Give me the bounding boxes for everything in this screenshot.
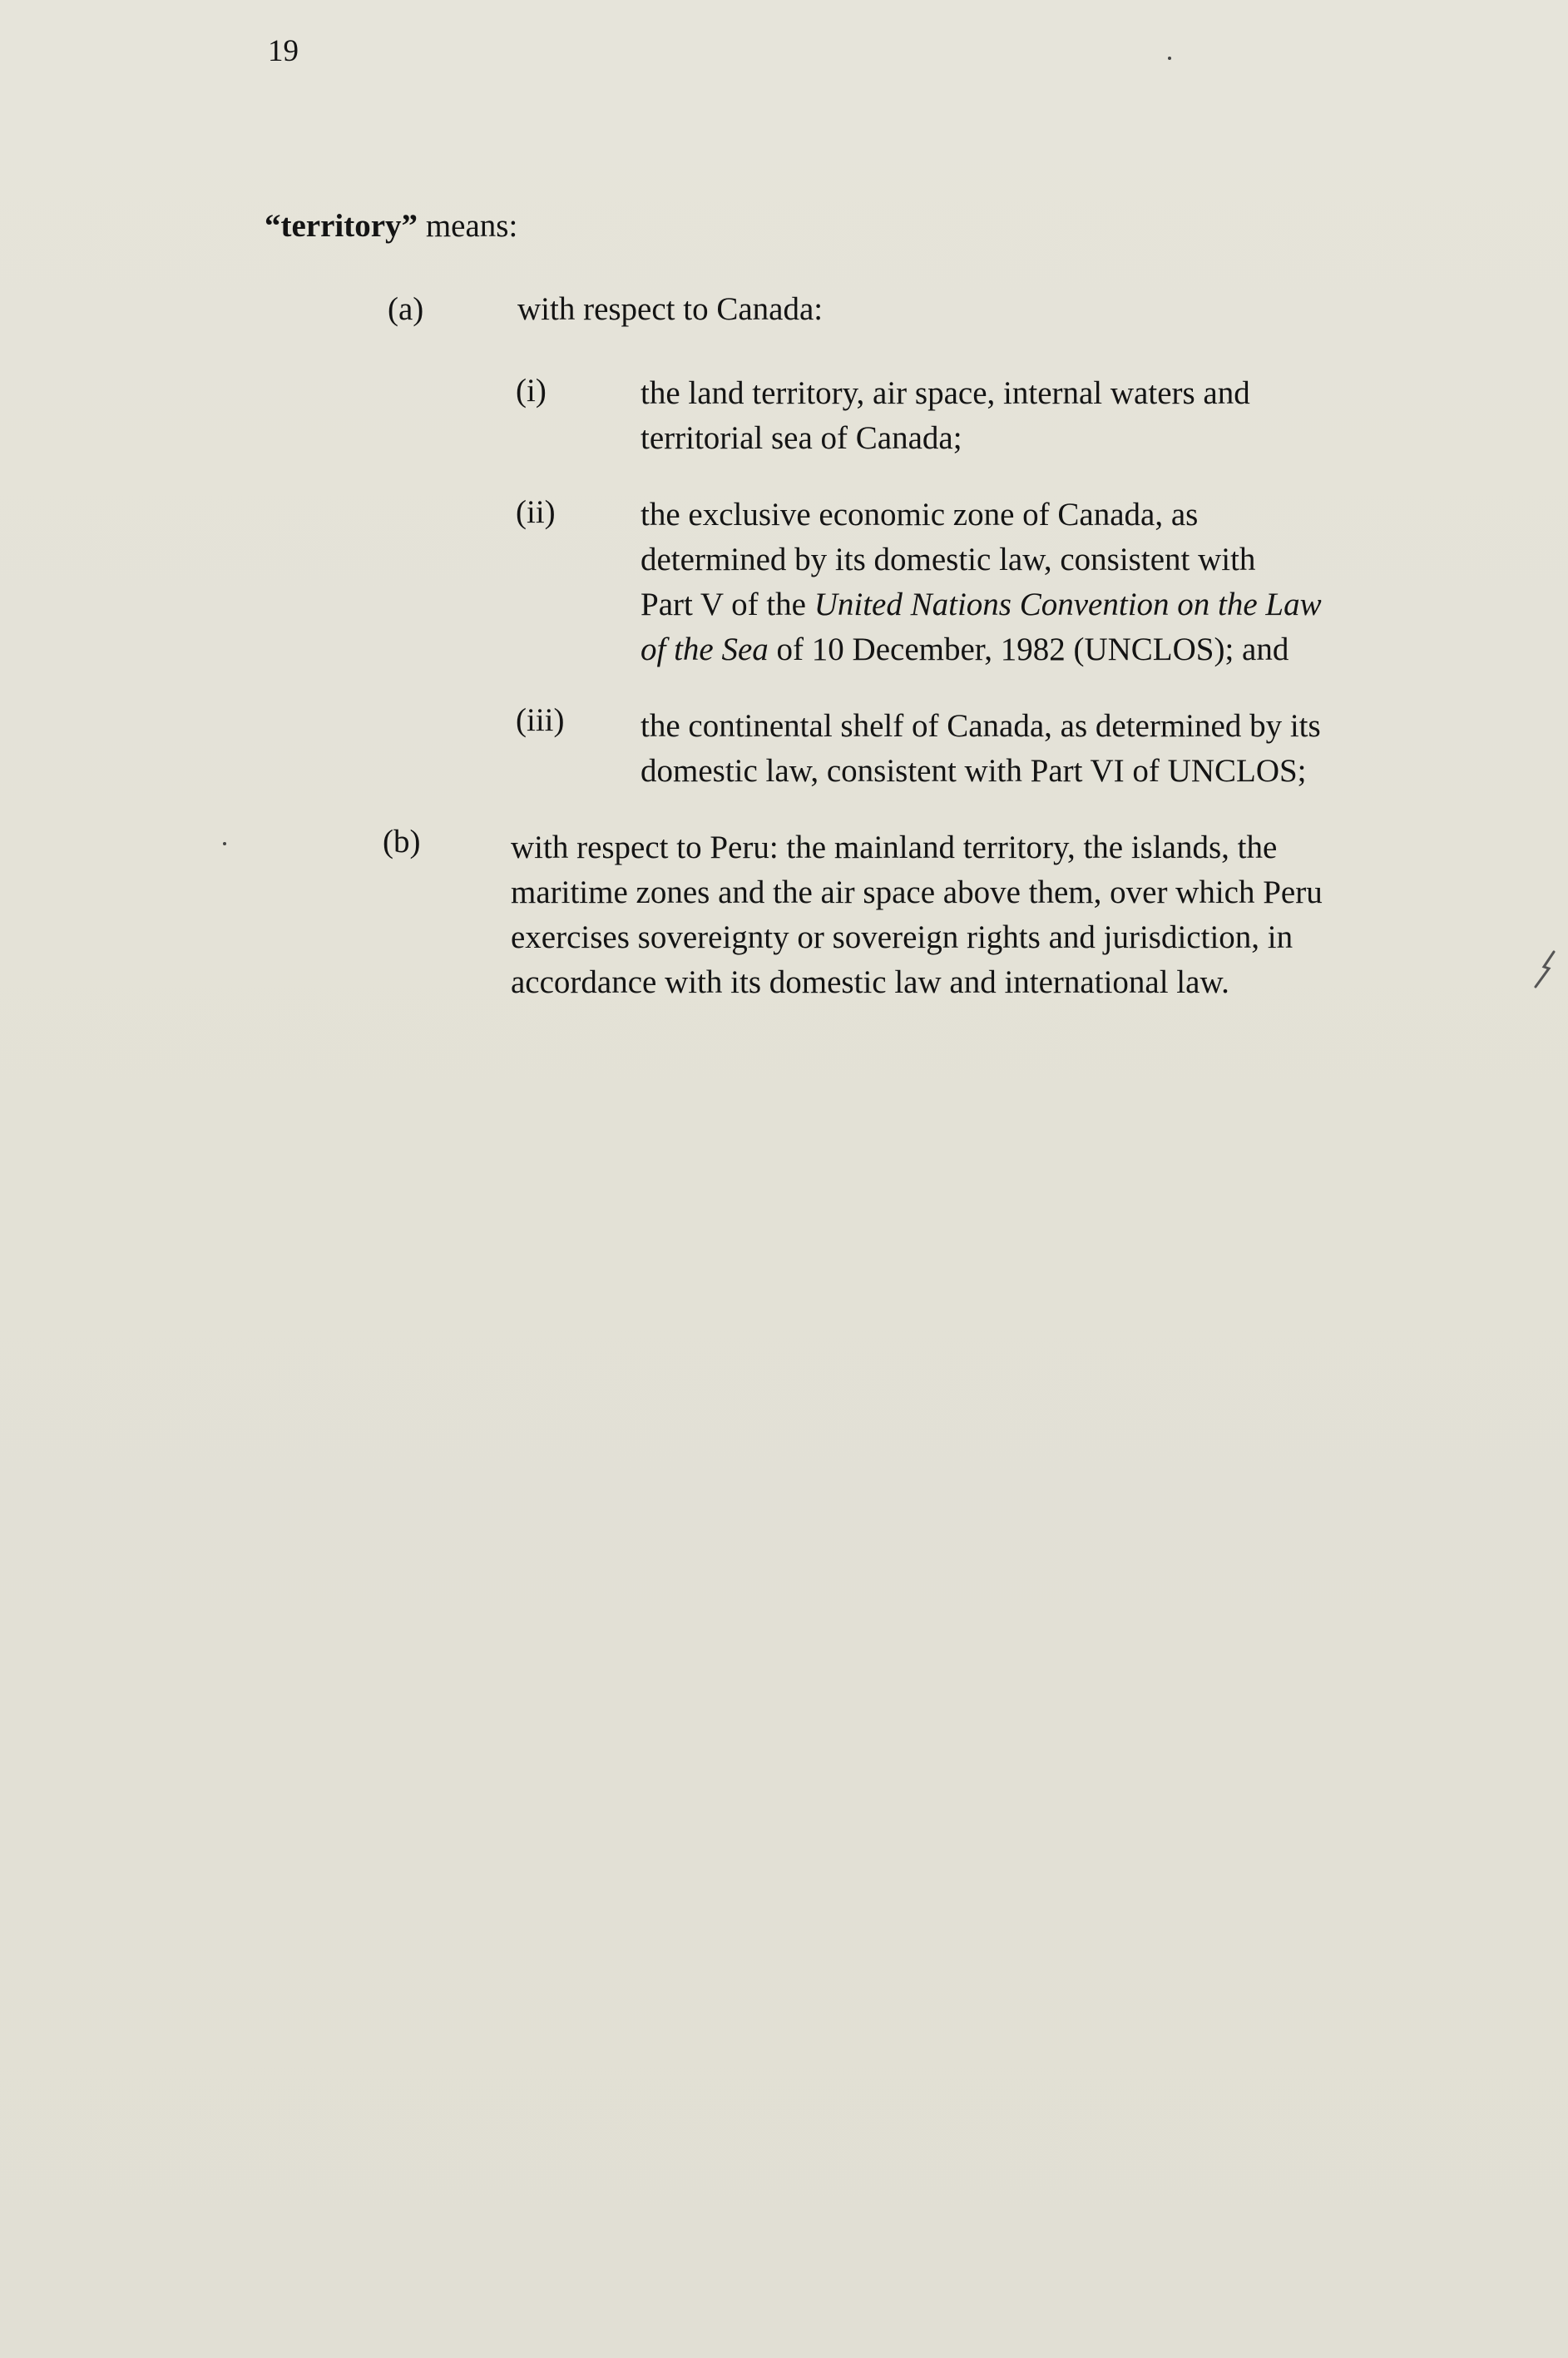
item-b-line: with respect to Peru: the mainland territory, the islands, the (511, 830, 1278, 865)
subitem-ii-text-run: Part V of the (641, 587, 814, 622)
subitem-ii-text (641, 493, 1406, 672)
convention-title-italic: of the Sea (641, 632, 769, 667)
scan-speck (223, 842, 226, 845)
subitem-i-text (641, 371, 1406, 461)
subitem-ii-line: the exclusive economic zone of Canada, as (641, 497, 1199, 533)
page-number: 19 (268, 34, 299, 68)
subitem-iii-line: domestic law, consistent with Part VI of UNCLOS; (641, 753, 1307, 789)
definition-heading-rest: means: (418, 208, 518, 244)
item-b-line: accordance with its domestic law and international law. (511, 964, 1229, 1000)
subitem-i-line: the land territory, air space, internal waters and (641, 375, 1250, 411)
scan-speck (1168, 57, 1171, 60)
item-b-label: (b) (383, 824, 421, 859)
subitem-ii-line: determined by its domestic law, consistent with (641, 542, 1256, 577)
subitem-i-label: (i) (516, 373, 547, 409)
subitem-iii-line: the continental shelf of Canada, as determined by its (641, 708, 1321, 744)
item-a-text: with respect to Canada: (517, 291, 824, 327)
item-b-line: maritime zones and the air space above them, over which Peru (511, 874, 1323, 910)
subitem-iii-label: (iii) (516, 702, 565, 738)
subitem-ii-text-run: of 10 December, 1982 (UNCLOS); and (768, 632, 1289, 667)
definition-heading (265, 206, 517, 246)
item-a-label: (a) (388, 291, 424, 327)
subitem-ii-line (641, 627, 1406, 672)
subitem-ii-label: (ii) (516, 494, 556, 530)
convention-title-italic: United Nations Convention on the Law (814, 587, 1322, 622)
pen-mark-icon (1529, 949, 1559, 990)
defined-term: “territory” (265, 208, 418, 244)
item-b-text (511, 825, 1417, 1005)
item-b-line: exercises sovereignty or sovereign rights and jurisdiction, in (511, 919, 1293, 955)
subitem-ii-line (641, 582, 1406, 627)
subitem-iii-text (641, 704, 1406, 794)
subitem-i-line: territorial sea of Canada; (641, 420, 962, 456)
